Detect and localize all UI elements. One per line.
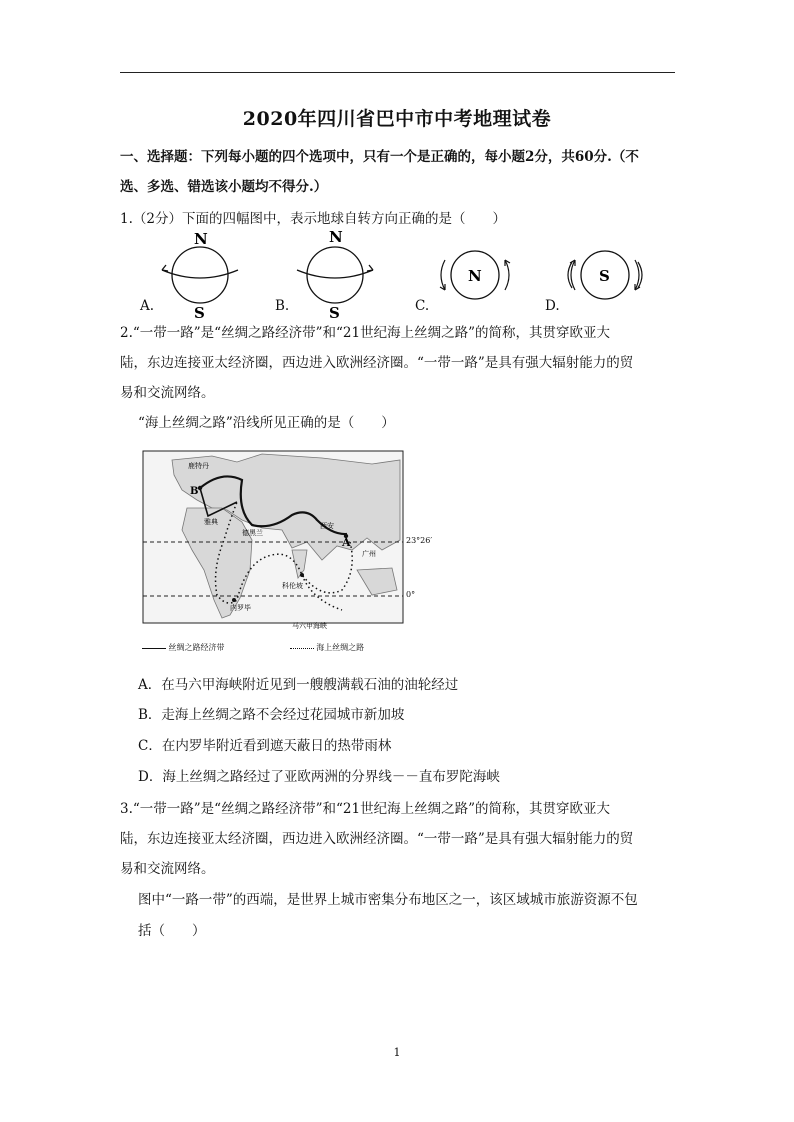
globe-a-icon (140, 230, 260, 320)
silk-road-map (142, 450, 433, 660)
map-label-malacca: 马六甲海峡 (292, 622, 327, 630)
globe-b-bottom: S (329, 304, 340, 320)
q1-option-c[interactable] (415, 230, 535, 320)
q1-option-b[interactable] (275, 230, 395, 320)
legend-land-line (142, 648, 166, 649)
map-legend (142, 642, 404, 653)
map-label-equator: 0° (406, 590, 416, 599)
page-number: 1 (393, 1046, 401, 1059)
q2-choice-a[interactable]: A．在马六甲海峡附近见到一艘艘满载石油的油轮经过 (138, 677, 459, 693)
globe-b-top: N (329, 230, 343, 246)
globe-a-top: N (194, 230, 208, 248)
map-label-tropic: 23°26′ (406, 536, 433, 545)
map-label-tehran: 德黑兰 (242, 529, 263, 537)
map-label-guangzhou: 广州 (362, 550, 376, 558)
legend-sea-label: 海上丝绸之路 (316, 643, 365, 652)
q2-sub-question: “海上丝绸之路”沿线所见正确的是（ ） (138, 415, 395, 431)
q3-stem-line3: 易和交流网络。 (120, 861, 215, 877)
globe-c-icon (415, 230, 535, 320)
map-label-xian: 西安 (320, 522, 334, 530)
q3-sub-line1: 图中“一路一带”的西端，是世界上城市密集分布地区之一，该区域城市旅游资源不包 (138, 892, 638, 908)
globe-a-bottom: S (194, 304, 205, 320)
q1-option-d[interactable] (545, 230, 665, 320)
q2-choice-c[interactable]: C．在内罗毕附近看到遮天蔽日的热带雨林 (138, 738, 392, 754)
q3-sub-line2: 括（ ） (138, 923, 206, 939)
header-rule (120, 72, 675, 73)
map-label-colombo: 科伦坡 (282, 582, 303, 590)
map-label-a: A (342, 536, 351, 549)
legend-land-label: 丝绸之路经济带 (168, 643, 225, 652)
q1-option-a[interactable] (140, 230, 260, 320)
q1-option-b-letter: B. (275, 298, 290, 314)
silk-road-map-figure (142, 450, 404, 660)
q1-stem: 1.（2分）下面的四幅图中，表示地球自转方向正确的是（ ） (120, 211, 506, 227)
q1-options (120, 230, 680, 320)
globe-c-center: N (468, 267, 482, 285)
q3-stem-line2: 陆，东边连接亚太经济圈，西边进入欧洲经济圈。“一带一路”是具有强大辐射能力的贸 (120, 831, 634, 847)
q1-option-d-letter: D. (545, 298, 560, 314)
globe-d-icon (545, 230, 665, 320)
q2-choice-d[interactable]: D．海上丝绸之路经过了亚欧两洲的分界线－－直布罗陀海峡 (138, 769, 500, 785)
q3-stem-line1: 3.“一带一路”是“丝绸之路经济带”和“21世纪海上丝绸之路”的简称，其贯穿欧亚大 (120, 801, 610, 817)
q2-stem-line3: 易和交流网络。 (120, 385, 215, 401)
globe-b-icon (275, 230, 395, 320)
section-heading-line2: 选、多选、错选该小题均不得分.） (120, 179, 328, 195)
globe-d-center: S (599, 267, 610, 285)
legend-sea-line (290, 648, 314, 649)
page-title: 2020年四川省巴中市中考地理试卷 (242, 108, 552, 130)
q2-choice-b[interactable]: B．走海上丝绸之路不会经过花园城市新加坡 (138, 707, 405, 723)
q2-stem-line2: 陆，东边连接亚太经济圈，西边进入欧洲经济圈。“一带一路”是具有强大辐射能力的贸 (120, 355, 634, 371)
map-label-rotterdam: 鹿特丹 (188, 462, 209, 470)
q2-stem-line1: 2.“一带一路”是“丝绸之路经济带”和“21世纪海上丝绸之路”的简称，其贯穿欧亚大 (120, 325, 610, 341)
q1-option-a-letter: A. (140, 298, 155, 314)
map-label-athens: 雅典 (204, 518, 218, 526)
section-heading-line1: 一、选择题：下列每小题的四个选项中，只有一个是正确的，每小题2分，共60分.（不 (120, 149, 639, 165)
map-label-nairobi: 内罗毕 (230, 604, 251, 612)
q1-option-c-letter: C. (415, 298, 430, 314)
map-label-b: B (190, 486, 199, 497)
